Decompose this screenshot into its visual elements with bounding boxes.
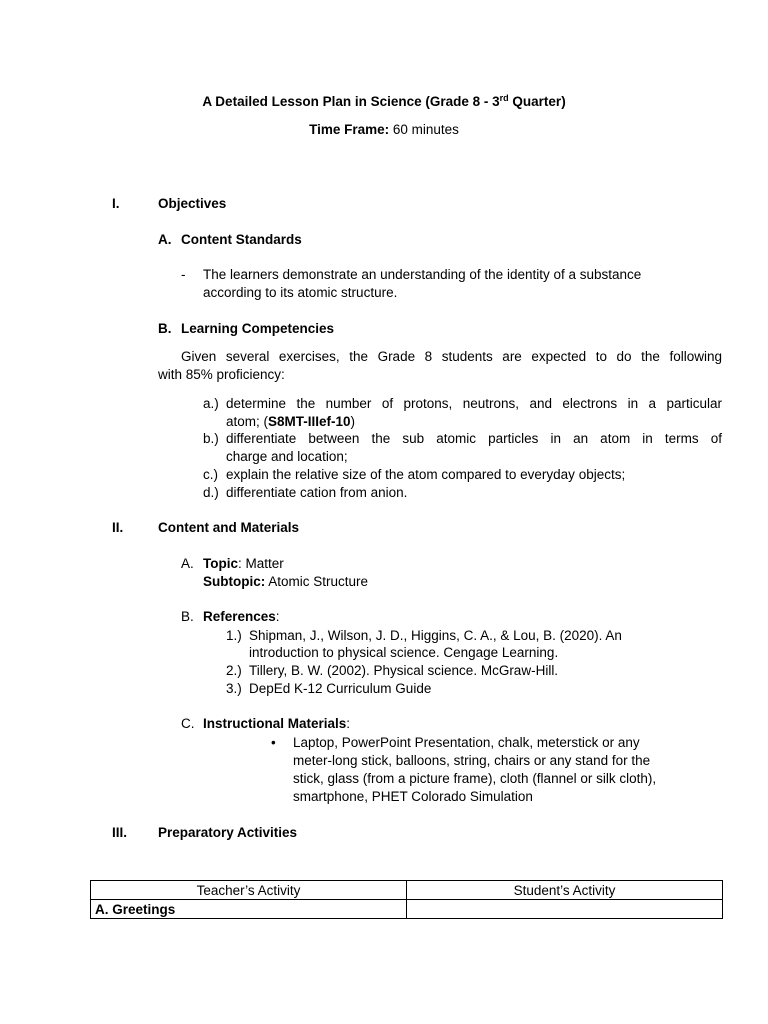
section-numeral: II. [112, 520, 124, 535]
reference-item: DepEd K-12 Curriculum Guide [249, 681, 432, 696]
activity-table [90, 880, 723, 919]
list-bullet: • [271, 735, 276, 750]
section-heading: Preparatory Activities [158, 825, 298, 840]
list-marker: a.) [203, 396, 219, 411]
section-numeral: III. [112, 825, 128, 840]
subsection-marker: B. [158, 321, 172, 336]
reference-item: Tillery, B. W. (2002). Physical science. McGraw-Hill. [249, 663, 559, 678]
section-heading: Objectives [158, 196, 227, 211]
subsection-marker: B. [181, 609, 194, 624]
list-item: differentiate between the sub atomic particles in an atom in terms of [226, 431, 722, 446]
subsection-marker: C. [181, 716, 195, 731]
content-standard-text: The learners demonstrate an understanding of the identity of a substance [203, 267, 642, 282]
list-item: atom; (S8MT-IIIef-10) [226, 414, 356, 429]
table-cell [407, 900, 723, 919]
content-standard-text: according to its atomic structure. [203, 285, 398, 300]
document-title: A Detailed Lesson Plan in Science (Grade 8 - 3rd Quarter) [202, 93, 566, 109]
list-marker: 1.) [226, 628, 242, 643]
section-numeral: I. [112, 196, 120, 211]
time-frame: Time Frame: 60 minutes [309, 122, 459, 137]
list-marker: c.) [203, 467, 218, 482]
section-heading: Content and Materials [158, 520, 300, 535]
list-item: explain the relative size of the atom compared to everyday objects; [226, 467, 626, 482]
list-marker: b.) [203, 431, 219, 446]
subsection-marker: A. [181, 556, 194, 571]
table-header-row [91, 881, 723, 900]
instructional-materials-label: Instructional Materials: [203, 716, 351, 731]
materials-text: stick, glass (from a picture frame), cloth (flannel or silk cloth), [293, 771, 657, 786]
list-marker: 2.) [226, 663, 242, 678]
list-marker: d.) [203, 485, 219, 500]
subtopic-line: Subtopic: Atomic Structure [203, 574, 369, 589]
list-bullet: - [181, 267, 186, 282]
reference-item: introduction to physical science. Cengage Learning. [249, 645, 559, 660]
competency-intro: Given several exercises, the Grade 8 students are expected to do the following [181, 349, 722, 364]
table-header-cell: Student’s Activity [407, 881, 723, 900]
table-header-cell: Teacher’s Activity [91, 881, 407, 900]
table-cell: A. Greetings [91, 900, 407, 919]
reference-item: Shipman, J., Wilson, J. D., Higgins, C. A., & Lou, B. (2020). An [249, 628, 622, 643]
subsection-heading: Content Standards [181, 232, 302, 247]
materials-text: Laptop, PowerPoint Presentation, chalk, meterstick or any [293, 735, 640, 750]
list-item: determine the number of protons, neutrons, and electrons in a particular [226, 396, 722, 411]
competency-intro: with 85% proficiency: [158, 367, 285, 382]
list-marker: 3.) [226, 681, 242, 696]
subsection-marker: A. [158, 232, 172, 247]
subsection-heading: Learning Competencies [181, 321, 335, 336]
list-item: charge and location; [226, 449, 348, 464]
materials-text: smartphone, PHET Colorado Simulation [293, 789, 533, 804]
topic-line: Topic: Matter [203, 556, 284, 571]
list-item: differentiate cation from anion. [226, 485, 408, 500]
materials-text: meter-long stick, balloons, string, chairs or any stand for the [293, 753, 651, 768]
references-label: References: [203, 609, 280, 624]
table-row [91, 900, 723, 919]
